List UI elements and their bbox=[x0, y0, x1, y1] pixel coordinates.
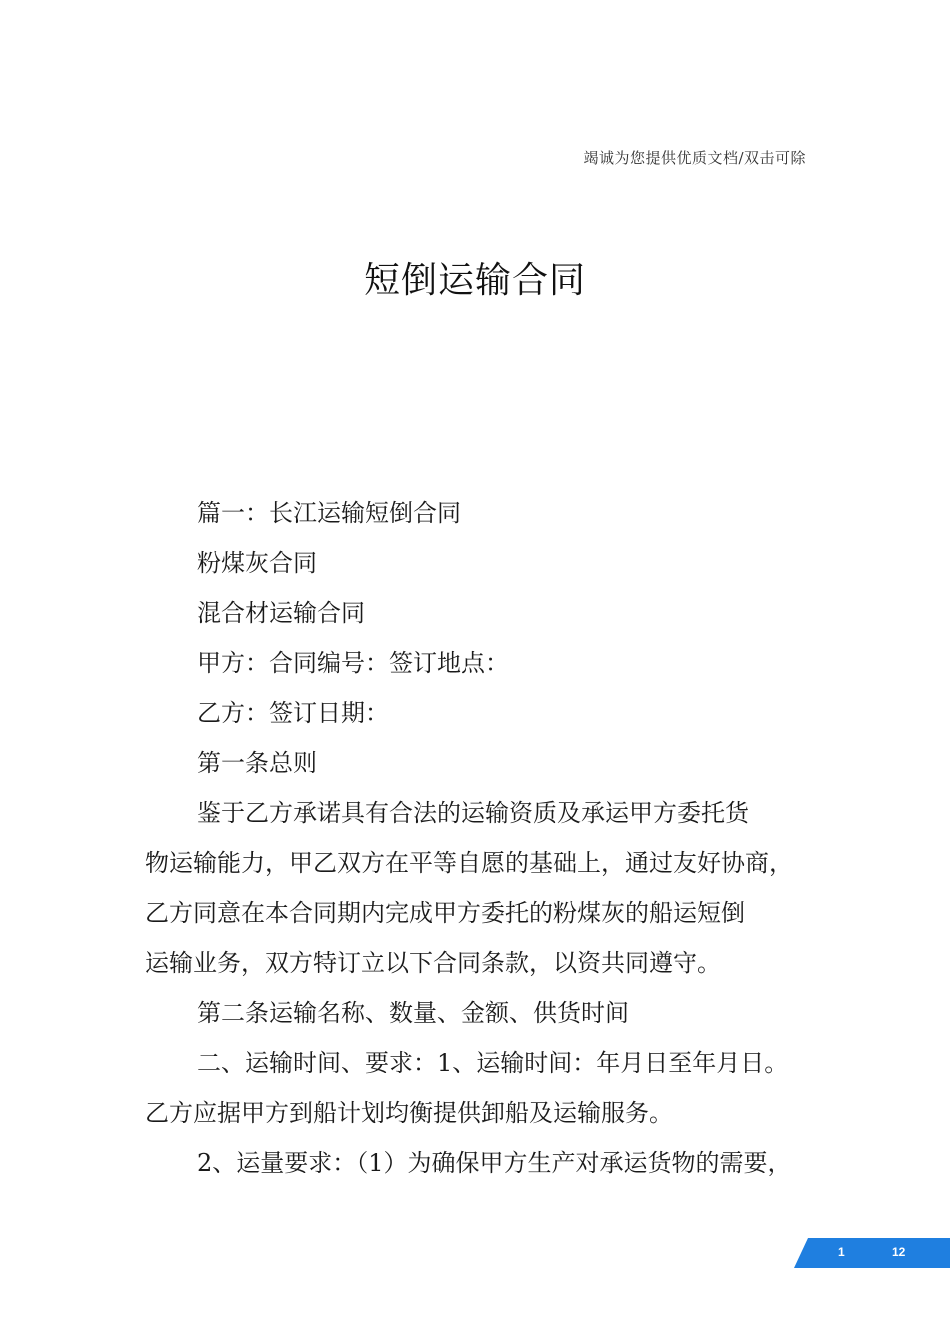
page-number-current: 1 bbox=[838, 1245, 845, 1259]
paragraph-line: 乙方同意在本合同期内完成甲方委托的粉煤灰的船运短倒 bbox=[145, 899, 745, 927]
body-line: 乙方：签订日期： bbox=[197, 699, 389, 727]
paragraph-line: 鉴于乙方承诺具有合法的运输资质及承运甲方委托货 bbox=[197, 799, 749, 827]
paragraph-line: 物运输能力，甲乙双方在平等自愿的基础上，通过友好协商， bbox=[145, 849, 793, 877]
body-line: 混合材运输合同 bbox=[197, 599, 365, 627]
article-heading: 第二条运输名称、数量、金额、供货时间 bbox=[197, 999, 629, 1027]
header-note: 竭诚为您提供优质文档/双击可除 bbox=[583, 149, 806, 167]
document-body bbox=[145, 488, 810, 1188]
page-footer-bar bbox=[794, 1238, 950, 1268]
page-number-total: 12 bbox=[892, 1245, 906, 1259]
footer-bar-shape bbox=[794, 1238, 950, 1268]
paragraph-line: 运输业务，双方特订立以下合同条款，以资共同遵守。 bbox=[145, 949, 721, 977]
section-heading: 篇一：长江运输短倒合同 bbox=[197, 499, 461, 527]
document-title: 短倒运输合同 bbox=[363, 260, 586, 301]
paragraph-line: 2、运量要求：（1）为确保甲方生产对承运货物的需要， bbox=[197, 1149, 792, 1177]
paragraph-line: 二、运输时间、要求：1、运输时间：年月日至年月日。 bbox=[197, 1049, 789, 1077]
body-line: 粉煤灰合同 bbox=[197, 549, 317, 577]
paragraph-line: 乙方应据甲方到船计划均衡提供卸船及运输服务。 bbox=[145, 1099, 673, 1127]
body-line: 甲方：合同编号：签订地点： bbox=[197, 649, 509, 677]
article-heading: 第一条总则 bbox=[197, 749, 317, 777]
